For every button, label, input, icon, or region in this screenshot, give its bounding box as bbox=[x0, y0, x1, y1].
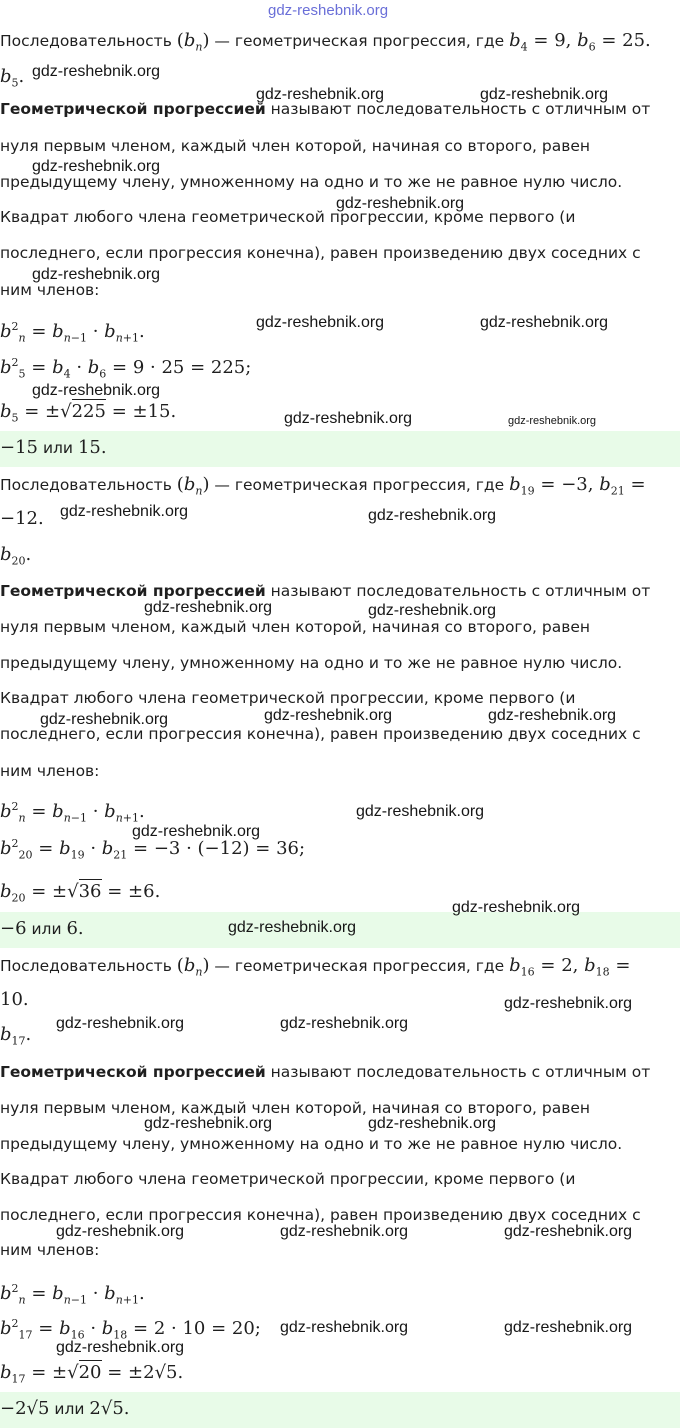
watermark: gdz-reshebnik.org bbox=[368, 602, 497, 619]
formula-root: $b_{17} = \pm√20 = \pm 2√5$. bbox=[0, 1362, 184, 1386]
task-condition-wrap: −12. bbox=[0, 508, 44, 529]
watermark: gdz-reshebnik.org bbox=[368, 507, 497, 524]
rule-line: ним членов: bbox=[0, 281, 100, 299]
watermark: gdz-reshebnik.org bbox=[480, 314, 609, 331]
watermark: gdz-reshebnik.org bbox=[32, 63, 161, 80]
formula-general: $b^2_n = b_{n-1} \cdot b_{n+1}$. bbox=[0, 320, 145, 345]
rule-line: Квадрат любого члена геометрической прогрессии, кроме первого (и bbox=[0, 208, 576, 226]
formula-general: $b^2_n = b_{n-1} \cdot b_{n+1}$. bbox=[0, 800, 145, 825]
watermark: gdz-reshebnik.org bbox=[32, 158, 161, 175]
watermark: gdz-reshebnik.org bbox=[268, 2, 389, 19]
watermark: gdz-reshebnik.org bbox=[144, 1115, 273, 1132]
rule-line: ним членов: bbox=[0, 1241, 100, 1259]
watermark: gdz-reshebnik.org bbox=[336, 195, 465, 212]
watermark: gdz-reshebnik.org bbox=[508, 415, 597, 427]
watermark: gdz-reshebnik.org bbox=[368, 1115, 497, 1132]
watermark: gdz-reshebnik.org bbox=[356, 803, 485, 820]
rule-line: нуля первым членом, каждый член которой, начиная со второго, равен bbox=[0, 618, 591, 636]
watermark: gdz-reshebnik.org bbox=[480, 86, 609, 103]
rule-line: предыдущему члену, умноженному на одно и то же не равное нулю число. bbox=[0, 654, 623, 672]
watermark: gdz-reshebnik.org bbox=[144, 599, 273, 616]
watermark: gdz-reshebnik.org bbox=[284, 410, 413, 427]
rule-line: Геометрической прогрессией называют последовательность с отличным от bbox=[0, 582, 651, 600]
watermark: gdz-reshebnik.org bbox=[32, 382, 161, 399]
rule-line: Геометрической прогрессией называют последовательность с отличным от bbox=[0, 100, 651, 118]
watermark: gdz-reshebnik.org bbox=[488, 707, 617, 724]
watermark: gdz-reshebnik.org bbox=[504, 995, 633, 1012]
task-condition: Последовательность $(b_n)$ — геометрическая прогрессия, где $b_{19} = -3$, $b_{21}$ = bbox=[0, 474, 646, 498]
watermark: gdz-reshebnik.org bbox=[60, 503, 189, 520]
watermark: gdz-reshebnik.org bbox=[56, 1339, 185, 1356]
watermark: gdz-reshebnik.org bbox=[40, 711, 169, 728]
task-find: $b_5$. bbox=[0, 66, 25, 90]
rule-line: нуля первым членом, каждый член которой, начиная со второго, равен bbox=[0, 1099, 591, 1117]
rule-line: предыдущему члену, умноженному на одно и то же не равное нулю число. bbox=[0, 173, 623, 191]
answer-text: −2√5 или 2√5. bbox=[0, 1398, 130, 1419]
task-find: $b_{17}$. bbox=[0, 1024, 32, 1048]
watermark: gdz-reshebnik.org bbox=[256, 314, 385, 331]
formula-product: $b^2_{17} = b_{16} \cdot b_{18} = 2 \cdot 10 = 20$; bbox=[0, 1317, 261, 1342]
rule-line: Квадрат любого члена геометрической прогрессии, кроме первого (и bbox=[0, 689, 576, 707]
rule-line: последнего, если прогрессия конечна), равен произведению двух соседних с bbox=[0, 1206, 641, 1224]
answer-box bbox=[0, 431, 680, 467]
watermark: gdz-reshebnik.org bbox=[228, 919, 357, 936]
watermark: gdz-reshebnik.org bbox=[264, 707, 393, 724]
rule-line: Геометрической прогрессией называют последовательность с отличным от bbox=[0, 1063, 651, 1081]
watermark: gdz-reshebnik.org bbox=[280, 1223, 409, 1240]
watermark: gdz-reshebnik.org bbox=[56, 1015, 185, 1032]
rule-line: последнего, если прогрессия конечна), равен произведению двух соседних с bbox=[0, 244, 641, 262]
answer-text: −6 или 6. bbox=[0, 918, 84, 939]
watermark: gdz-reshebnik.org bbox=[504, 1319, 633, 1336]
task-find: $b_{20}$. bbox=[0, 544, 32, 568]
rule-line: предыдущему члену, умноженному на одно и то же не равное нулю число. bbox=[0, 1135, 623, 1153]
watermark: gdz-reshebnik.org bbox=[132, 823, 261, 840]
watermark: gdz-reshebnik.org bbox=[56, 1223, 185, 1240]
formula-product: $b^2_{20} = b_{19} \cdot b_{21} = -3 \cdot (-12) = 36$; bbox=[0, 837, 306, 862]
watermark: gdz-reshebnik.org bbox=[452, 899, 581, 916]
rule-line: ним членов: bbox=[0, 762, 100, 780]
task-condition: Последовательность $(b_n)$ — геометрическая прогрессия, где $b_{16} = 2$, $b_{18}$ = bbox=[0, 955, 631, 979]
watermark: gdz-reshebnik.org bbox=[280, 1319, 409, 1336]
task-condition: Последовательность $(b_n)$ — геометрическая прогрессия, где $b_4 = 9$, $b_6 = 25$. bbox=[0, 30, 651, 54]
formula-product: $b^2_5 = b_4 \cdot b_6 = 9 \cdot 25 = 225$; bbox=[0, 356, 252, 381]
watermark: gdz-reshebnik.org bbox=[32, 266, 161, 283]
task-condition-wrap: 10. bbox=[0, 989, 29, 1010]
rule-line: Квадрат любого члена геометрической прогрессии, кроме первого (и bbox=[0, 1170, 576, 1188]
watermark: gdz-reshebnik.org bbox=[256, 86, 385, 103]
watermark: gdz-reshebnik.org bbox=[504, 1223, 633, 1240]
formula-root: $b_5 = \pm√225 = \pm 15$. bbox=[0, 401, 177, 425]
rule-line: нуля первым членом, каждый член которой, начиная со второго, равен bbox=[0, 137, 591, 155]
answer-box bbox=[0, 1392, 680, 1428]
rule-line: последнего, если прогрессия конечна), равен произведению двух соседних с bbox=[0, 725, 641, 743]
answer-text: −15 или 15. bbox=[0, 437, 107, 458]
formula-general: $b^2_n = b_{n-1} \cdot b_{n+1}$. bbox=[0, 1282, 145, 1307]
formula-root: $b_{20} = \pm√36 = \pm 6$. bbox=[0, 881, 161, 905]
watermark: gdz-reshebnik.org bbox=[280, 1015, 409, 1032]
